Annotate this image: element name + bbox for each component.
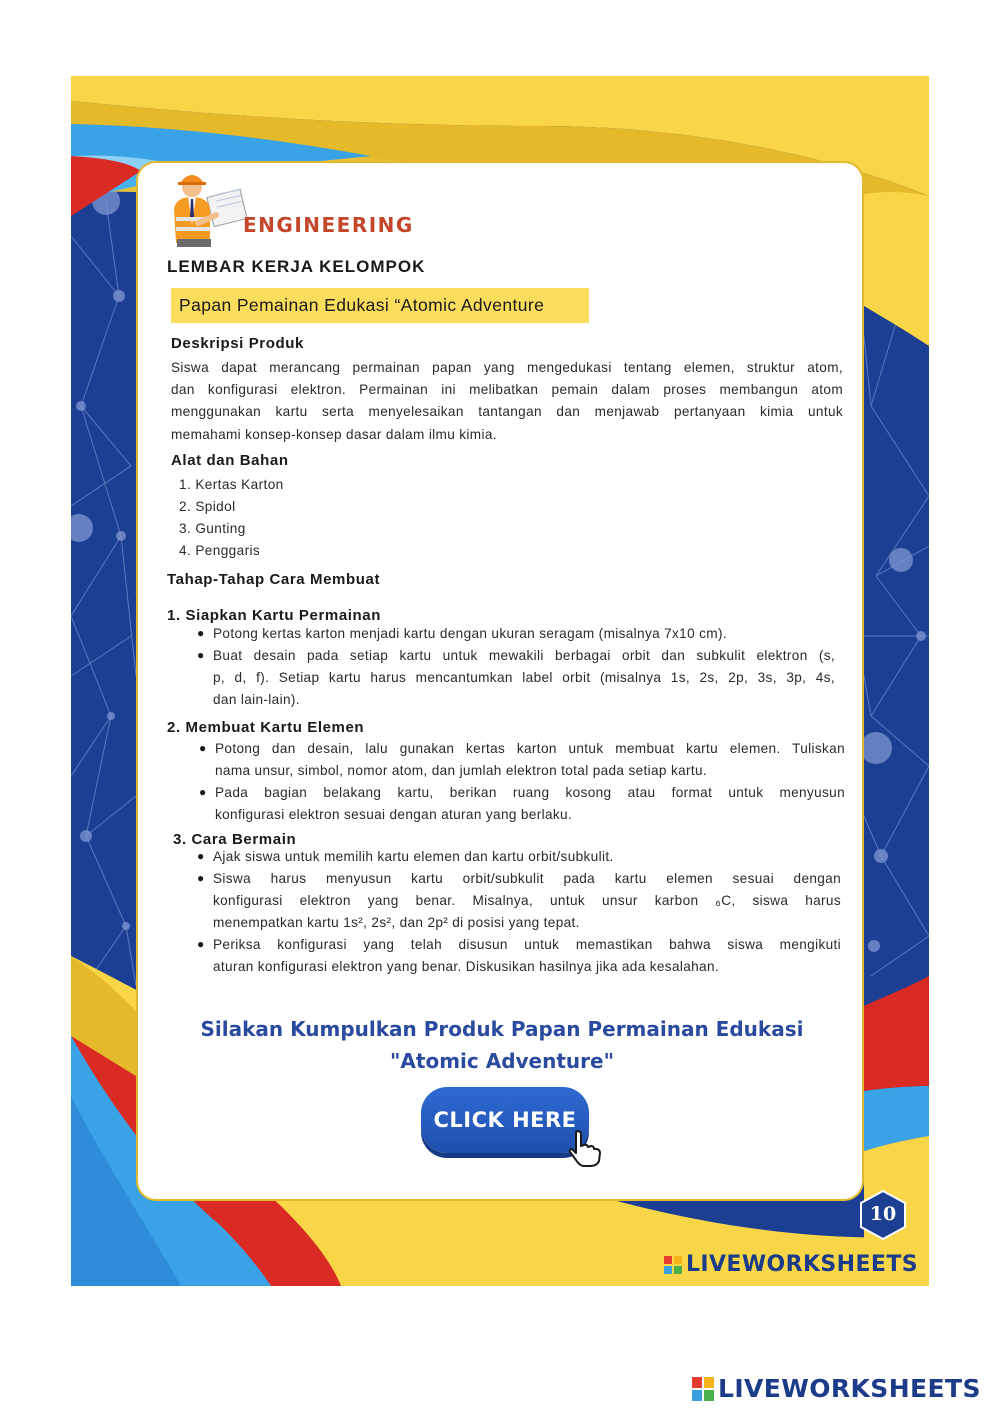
step-line: dan lain-lain). (213, 692, 300, 708)
submit-instruction (188, 1013, 816, 1077)
step-line: p, d, f). Setiap kartu harus mencantumkan label orbit (misalnya 1s, 2s, 2p, 3s, 3p, 4s, (213, 670, 835, 686)
tools-item: 3. Gunting (179, 521, 246, 536)
step1-bullet (213, 623, 843, 645)
step-line: konfigurasi elektron sesuai dengan aturan yang berlaku. (215, 807, 573, 823)
step3-bullet (213, 868, 841, 935)
engineer-worker-icon (168, 165, 248, 247)
step-line: aturan konfigurasi elektron yang benar. Diskusikan hasilnya jika ada kesalahan. (213, 959, 719, 975)
liveworksheets-brand: LIVEWORKSHEETS (686, 1252, 918, 1277)
step2-title: 2. Membuat Kartu Elemen (167, 719, 365, 736)
tools-heading: Alat dan Bahan (171, 452, 289, 469)
description-heading: Deskripsi Produk (171, 335, 304, 352)
description-line: menggunakan kartu serta menyelesaikan tantangan dan menjawab pertanyaan kimia untuk (171, 404, 843, 420)
tools-item: 1. Kertas Karton (179, 477, 284, 492)
step-line: Buat desain pada setiap kartu untuk mewakili berbagai orbit dan subkulit elektron (s, (213, 648, 835, 663)
click-here-button[interactable]: CLICK HERE (421, 1087, 589, 1153)
liveworksheets-logo-bottom (692, 1374, 981, 1403)
liveworksheets-mark-icon (664, 1256, 682, 1274)
description-line: memahami konsep-konsep dasar dalam ilmu kimia. (171, 426, 497, 442)
step-line: Periksa konfigurasi yang telah disusun untuk memastikan bahwa siswa mengikuti (213, 937, 841, 952)
step1-title: 1. Siapkan Kartu Permainan (167, 607, 382, 624)
step3-bullet (213, 846, 843, 868)
hand-cursor-icon (562, 1126, 604, 1168)
step3-bullet (213, 934, 841, 978)
submit-instruction-line1: Silakan Kumpulkan Produk Papan Permainan Edukasi (200, 1017, 804, 1041)
step-line: Siswa harus menyusun kartu orbit/subkulit pada kartu elemen sesuai dengan (213, 871, 841, 886)
step1-bullet (213, 645, 835, 712)
liveworksheets-mark-icon (692, 1377, 714, 1401)
step-line: konfigurasi elektron yang benar. Misalnya, untuk unsur karbon ₆C, siswa harus (213, 893, 841, 909)
page-number: 10 (869, 1203, 897, 1225)
step-line: Ajak siswa untuk memilih kartu elemen dan kartu orbit/subkulit. (213, 849, 614, 864)
bullet-icon: ● (197, 849, 205, 863)
section-title: ENGINEERING (243, 213, 414, 237)
step2-bullet (215, 738, 845, 782)
content-card (136, 161, 864, 1201)
bullet-icon: ● (197, 648, 205, 662)
step-line: menempatkan kartu 1s², 2s², dan 2p² di posisi yang tepat. (213, 915, 580, 931)
step-line: nama unsur, simbol, nomor atom, dan jumlah elektron total pada setiap kartu. (215, 763, 708, 779)
worksheet-title: LEMBAR KERJA KELOMPOK (167, 257, 426, 276)
description-line: dan konfigurasi elektron. Permainan ini melibatkan pemain dalam proses membangun atom (171, 382, 843, 398)
description-text (171, 357, 843, 446)
bullet-icon: ● (197, 626, 205, 640)
step2-bullet (215, 782, 845, 826)
bullet-icon: ● (197, 937, 205, 951)
step-line: Potong kertas karton menjadi kartu dengan ukuran seragam (misalnya 7x10 cm). (213, 626, 727, 641)
step3-title: 3. Cara Bermain (173, 831, 297, 848)
tools-item: 4. Penggaris (179, 543, 261, 558)
bullet-icon: ● (197, 871, 205, 885)
step-line: Potong dan desain, lalu gunakan kertas karton untuk membuat kartu elemen. Tuliskan (215, 741, 845, 756)
step-line: Pada bagian belakang kartu, berikan ruang kosong atau format untuk menyusun (215, 785, 845, 800)
liveworksheets-logo (664, 1252, 918, 1277)
bullet-icon: ● (199, 741, 207, 755)
steps-heading: Tahap-Tahap Cara Membuat (167, 571, 381, 588)
liveworksheets-brand: LIVEWORKSHEETS (718, 1374, 981, 1403)
tools-item: 2. Spidol (179, 499, 236, 514)
product-title: Papan Pemainan Edukasi “Atomic Adventure (179, 295, 545, 315)
submit-instruction-line2: "Atomic Adventure" (390, 1049, 614, 1073)
worksheet-page (71, 76, 929, 1286)
bullet-icon: ● (199, 785, 207, 799)
description-line: Siswa dapat merancang permainan papan yang mengedukasi tentang elemen, struktur atom, (171, 360, 843, 375)
